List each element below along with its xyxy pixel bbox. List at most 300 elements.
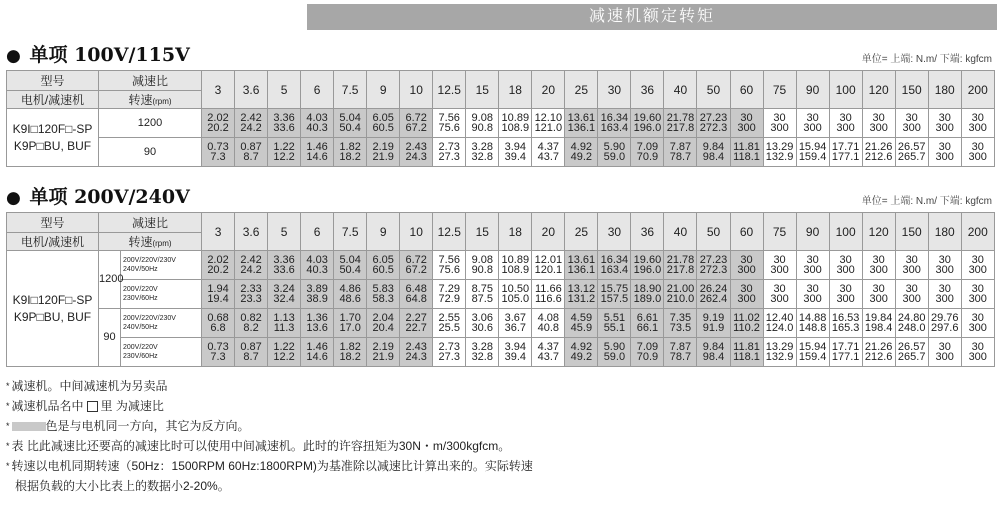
torque-cell [796, 280, 829, 309]
torque-cell [697, 280, 730, 309]
torque-cell [631, 109, 664, 138]
torque-kgfcm: 212.6 [864, 351, 893, 363]
torque-kgfcm: 300 [770, 293, 789, 305]
torque-cell [367, 109, 400, 138]
ratio-header: 15 [466, 71, 499, 109]
torque-cell [202, 251, 235, 280]
torque-kgfcm: 70.9 [636, 151, 659, 163]
section2-title-text: 单项 200V/240V [29, 186, 190, 208]
torque-kgfcm: 11.3 [273, 322, 295, 334]
torque-cell [433, 251, 466, 280]
section2-units: 单位= 上端: N.m/ 下端: kgfcm [861, 196, 992, 207]
ratio-header: 50 [697, 213, 730, 251]
torque-nm: 30 [938, 112, 951, 124]
torque-nm: 17.71 [831, 141, 860, 153]
torque-kgfcm: 50.4 [339, 122, 361, 134]
torque-cell [796, 338, 829, 367]
torque-cell [466, 338, 499, 367]
torque-nm: 7.56 [438, 112, 460, 124]
torque-kgfcm: 300 [737, 122, 756, 134]
torque-kgfcm: 25.5 [438, 322, 460, 334]
torque-kgfcm: 262.4 [699, 293, 728, 305]
torque-cell [631, 280, 664, 309]
torque-nm: 2.19 [372, 141, 394, 153]
torque-cell [565, 109, 598, 138]
torque-nm: 7.35 [669, 312, 692, 324]
torque-nm: 30 [905, 254, 918, 266]
note-1: * 减速机。中间减速机为另卖品 [6, 379, 168, 393]
torque-cell [334, 338, 367, 367]
torque-cell [268, 338, 301, 367]
torque-cell [763, 109, 796, 138]
torque-cell [829, 338, 862, 367]
torque-nm: 30 [971, 254, 984, 266]
torque-nm: 18.90 [633, 283, 662, 295]
model-line-2: K9P□BU, BUF [13, 138, 92, 153]
torque-cell [235, 338, 268, 367]
torque-cell [268, 251, 301, 280]
torque-nm: 30 [740, 112, 753, 124]
torque-kgfcm: 17.0 [339, 322, 361, 334]
torque-cell [862, 309, 895, 338]
torque-nm: 9.08 [471, 112, 493, 124]
table-row [7, 338, 995, 367]
torque-kgfcm: 24.2 [240, 122, 262, 134]
torque-cell [598, 309, 631, 338]
header-model: 型号 [7, 213, 99, 233]
torque-nm: 3.36 [273, 112, 295, 124]
torque-nm: 0.73 [207, 141, 229, 153]
torque-nm: 13.61 [567, 254, 596, 266]
torque-nm: 3.06 [471, 312, 493, 324]
torque-nm: 4.86 [339, 283, 361, 295]
torque-kgfcm: 14.6 [306, 351, 328, 363]
torque-cell [565, 251, 598, 280]
torque-nm: 9.84 [702, 141, 725, 153]
torque-cell [532, 309, 565, 338]
torque-kgfcm: 136.1 [567, 122, 596, 134]
voltage-line-2: 230V/60Hz [123, 295, 158, 302]
torque-cell [301, 338, 334, 367]
torque-nm: 2.04 [372, 312, 394, 324]
torque-kgfcm: 198.4 [864, 322, 893, 334]
torque-kgfcm: 165.3 [831, 322, 860, 334]
header-motor: 电机/减速机 [7, 91, 99, 109]
torque-nm: 10.89 [501, 112, 530, 124]
torque-nm: 3.67 [504, 312, 527, 324]
torque-nm: 30 [938, 141, 951, 153]
model-line-1: K9I□120F□-SP [12, 121, 93, 136]
torque-cell [928, 138, 961, 167]
speed-cell: 1200 [99, 109, 202, 138]
torque-kgfcm: 300 [770, 122, 789, 134]
torque-kgfcm: 27.3 [438, 351, 460, 363]
torque-kgfcm: 124.0 [765, 322, 794, 334]
torque-kgfcm: 70.9 [636, 351, 659, 363]
torque-kgfcm: 300 [770, 264, 789, 276]
torque-kgfcm: 217.8 [666, 122, 695, 134]
torque-cell [433, 138, 466, 167]
torque-cell [235, 280, 268, 309]
torque-cell [532, 109, 565, 138]
torque-nm: 30 [839, 283, 852, 295]
torque-kgfcm: 196.0 [633, 264, 662, 276]
torque-kgfcm: 300 [836, 264, 855, 276]
torque-cell [532, 251, 565, 280]
torque-kgfcm: 300 [836, 122, 855, 134]
torque-cell [862, 109, 895, 138]
torque-nm: 5.83 [372, 283, 394, 295]
torque-kgfcm: 27.3 [438, 151, 460, 163]
torque-cell [400, 138, 433, 167]
note-4-text: 表 比此减速比还要高的减速比时可以使用中间减速机。此时的许容扭矩为30N・m/300kgfcm。 [11, 439, 511, 453]
torque-kgfcm: 59.0 [603, 351, 626, 363]
torque-kgfcm: 75.6 [438, 122, 460, 134]
torque-cell [928, 109, 961, 138]
torque-kgfcm: 12.2 [273, 351, 295, 363]
torque-kgfcm: 118.1 [733, 151, 760, 163]
note-2a-text: 减速机品名中 [11, 399, 84, 413]
note-5: * 转速以电机同期转速（50Hz：1500RPM 60Hz:1800RPM)为基准除以减速比计算出来的。实际转速 [6, 459, 533, 473]
torque-cell [895, 138, 928, 167]
torque-kgfcm: 210.0 [666, 293, 695, 305]
torque-nm: 6.72 [405, 112, 427, 124]
torque-kgfcm: 272.3 [699, 264, 728, 276]
torque-kgfcm: 177.1 [831, 151, 860, 163]
voltage-line-2: 230V/60Hz [123, 353, 158, 360]
torque-kgfcm: 300 [935, 293, 954, 305]
torque-cell [466, 251, 499, 280]
torque-nm: 15.75 [600, 283, 629, 295]
torque-cell [961, 309, 994, 338]
ratio-header: 12.5 [433, 71, 466, 109]
torque-kgfcm: 189.0 [633, 293, 662, 305]
torque-nm: 12.10 [534, 112, 563, 124]
torque-cell [598, 109, 631, 138]
torque-nm: 5.90 [603, 141, 626, 153]
ratio-header: 40 [664, 71, 697, 109]
ratio-header: 6 [301, 71, 334, 109]
torque-nm: 0.87 [240, 341, 262, 353]
torque-nm: 0.73 [207, 341, 229, 353]
torque-cell [631, 309, 664, 338]
torque-kgfcm: 300 [836, 293, 855, 305]
torque-nm: 5.90 [603, 341, 626, 353]
torque-nm: 15.94 [798, 141, 827, 153]
torque-nm: 0.68 [207, 312, 229, 324]
torque-kgfcm: 108.9 [501, 264, 530, 276]
torque-nm: 2.02 [207, 254, 229, 266]
table-row [7, 280, 995, 309]
torque-nm: 30 [872, 283, 885, 295]
torque-kgfcm: 300 [803, 293, 822, 305]
torque-nm: 2.33 [240, 283, 262, 295]
ratio-header: 7.5 [334, 71, 367, 109]
torque-nm: 30 [971, 283, 984, 295]
bullet-icon: ● [6, 46, 21, 66]
table-row [7, 309, 995, 338]
torque-kgfcm: 136.1 [567, 264, 596, 276]
torque-nm: 7.56 [438, 254, 460, 266]
torque-kgfcm: 132.9 [765, 151, 794, 163]
torque-kgfcm: 75.6 [438, 264, 460, 276]
model-cell [7, 109, 99, 167]
note-1-text: 减速机。中间减速机为另卖品 [11, 379, 168, 393]
torque-nm: 4.92 [570, 141, 593, 153]
torque-cell [433, 309, 466, 338]
torque-nm: 5.04 [339, 254, 361, 266]
torque-cell [664, 251, 697, 280]
torque-kgfcm: 21.9 [372, 351, 394, 363]
model-cell [7, 251, 99, 367]
header-motor: 电机/减速机 [7, 233, 99, 251]
torque-kgfcm: 48.6 [339, 293, 361, 305]
ratio-header: 25 [565, 213, 598, 251]
torque-nm: 21.78 [666, 254, 695, 266]
torque-nm: 11.81 [733, 141, 760, 153]
torque-cell [202, 138, 235, 167]
ratio-header: 50 [697, 71, 730, 109]
torque-nm: 17.71 [831, 341, 860, 353]
torque-kgfcm: 24.3 [405, 151, 427, 163]
torque-nm: 1.22 [273, 141, 295, 153]
torque-cell [862, 280, 895, 309]
torque-nm: 1.94 [207, 283, 229, 295]
voltage-line-2: 240V/50Hz [123, 324, 158, 331]
gray-swatch-icon [12, 422, 46, 431]
torque-cell [730, 109, 763, 138]
torque-cell [829, 138, 862, 167]
torque-kgfcm: 98.4 [702, 351, 725, 363]
torque-nm: 1.82 [339, 341, 361, 353]
torque-kgfcm: 300 [968, 293, 987, 305]
torque-kgfcm: 40.8 [537, 322, 560, 334]
torque-cell [928, 309, 961, 338]
torque-nm: 30 [971, 312, 984, 324]
torque-kgfcm: 36.7 [504, 322, 527, 334]
torque-kgfcm: 18.2 [339, 351, 361, 363]
torque-nm: 3.36 [273, 254, 295, 266]
section1-title [6, 40, 190, 67]
torque-cell [268, 138, 301, 167]
torque-nm: 2.73 [438, 341, 460, 353]
torque-nm: 9.08 [471, 254, 493, 266]
note-3-text: 色是与电机同一方向，其它为反方向。 [45, 419, 250, 433]
torque-cell [829, 309, 862, 338]
torque-cell [433, 338, 466, 367]
torque-nm: 1.22 [273, 341, 295, 353]
ratio-header: 75 [763, 71, 796, 109]
box-symbol-icon [87, 401, 98, 412]
torque-nm: 3.24 [273, 283, 295, 295]
torque-kgfcm: 39.4 [504, 351, 527, 363]
torque-nm: 21.26 [864, 141, 893, 153]
torque-cell [301, 138, 334, 167]
torque-cell [796, 138, 829, 167]
torque-cell [235, 138, 268, 167]
torque-cell [499, 109, 532, 138]
torque-kgfcm: 163.4 [600, 122, 629, 134]
torque-nm: 24.80 [897, 312, 926, 324]
torque-kgfcm: 73.5 [669, 322, 692, 334]
torque-nm: 1.46 [306, 141, 328, 153]
torque-nm: 5.51 [603, 312, 626, 324]
torque-nm: 3.28 [471, 341, 493, 353]
torque-cell [301, 109, 334, 138]
torque-cell [829, 251, 862, 280]
torque-nm: 30 [971, 141, 984, 153]
torque-kgfcm: 40.3 [306, 122, 328, 134]
torque-nm: 13.61 [567, 112, 596, 124]
torque-kgfcm: 21.9 [372, 151, 394, 163]
torque-cell [532, 280, 565, 309]
header-row [7, 71, 995, 91]
torque-nm: 10.89 [501, 254, 530, 266]
header-ratio: 减速比 [99, 213, 202, 233]
torque-nm: 15.94 [798, 341, 827, 353]
note-6-text: 根据负载的大小比表上的数据小2-20%。 [15, 479, 230, 493]
ratio-header: 5 [268, 71, 301, 109]
torque-nm: 19.60 [633, 112, 662, 124]
torque-kgfcm: 78.7 [669, 351, 692, 363]
torque-kgfcm: 159.4 [798, 151, 827, 163]
torque-cell [697, 309, 730, 338]
torque-cell [961, 280, 994, 309]
header-speed [99, 91, 202, 109]
torque-cell [433, 109, 466, 138]
ratio-header: 150 [895, 71, 928, 109]
torque-nm: 30 [806, 112, 819, 124]
torque-nm: 30 [938, 283, 951, 295]
torque-kgfcm: 24.2 [240, 264, 262, 276]
ratio-header: 40 [664, 213, 697, 251]
torque-nm: 13.29 [765, 341, 794, 353]
torque-nm: 21.00 [666, 283, 695, 295]
torque-nm: 6.61 [636, 312, 659, 324]
torque-nm: 2.73 [438, 141, 460, 153]
torque-cell [763, 251, 796, 280]
torque-kgfcm: 67.2 [405, 264, 427, 276]
torque-cell [598, 251, 631, 280]
torque-cell [895, 280, 928, 309]
torque-nm: 26.24 [699, 283, 728, 295]
torque-kgfcm: 108.9 [501, 122, 530, 134]
torque-nm: 1.46 [306, 341, 328, 353]
torque-kgfcm: 55.1 [603, 322, 626, 334]
ratio-header: 20 [532, 213, 565, 251]
torque-kgfcm: 120.1 [534, 264, 563, 276]
torque-nm: 30 [806, 283, 819, 295]
torque-kgfcm: 59.0 [603, 151, 626, 163]
table-row [7, 109, 995, 138]
torque-nm: 3.28 [471, 141, 493, 153]
torque-kgfcm: 105.0 [501, 293, 530, 305]
torque-nm: 12.01 [534, 254, 563, 266]
torque-nm: 30 [938, 341, 951, 353]
torque-cell [631, 138, 664, 167]
torque-kgfcm: 33.6 [273, 264, 295, 276]
torque-nm: 16.53 [831, 312, 860, 324]
table-row [7, 138, 995, 167]
torque-cell [697, 338, 730, 367]
torque-kgfcm: 159.4 [798, 351, 827, 363]
torque-table-100v [6, 70, 995, 167]
ratio-header: 100 [829, 71, 862, 109]
torque-cell [763, 138, 796, 167]
torque-cell [499, 280, 532, 309]
torque-nm: 19.60 [633, 254, 662, 266]
torque-cell [466, 309, 499, 338]
torque-cell [730, 338, 763, 367]
torque-nm: 13.12 [567, 283, 596, 295]
torque-kgfcm: 64.8 [405, 293, 427, 305]
torque-nm: 4.92 [570, 341, 593, 353]
torque-kgfcm: 90.8 [471, 122, 493, 134]
torque-kgfcm: 300 [968, 151, 987, 163]
voltage-cell [121, 309, 202, 338]
torque-kgfcm: 272.3 [699, 122, 728, 134]
torque-kgfcm: 300 [737, 293, 756, 305]
torque-nm: 7.29 [438, 283, 460, 295]
torque-kgfcm: 300 [935, 151, 954, 163]
torque-nm: 4.03 [306, 254, 328, 266]
torque-kgfcm: 131.2 [567, 293, 596, 305]
torque-cell [235, 251, 268, 280]
torque-cell [367, 338, 400, 367]
torque-kgfcm: 43.7 [537, 351, 560, 363]
torque-cell [796, 309, 829, 338]
note-4: * 表 比此减速比还要高的减速比时可以使用中间减速机。此时的许容扭矩为30N・m/300kgfcm。 [6, 439, 511, 453]
ratio-header: 9 [367, 71, 400, 109]
torque-kgfcm: 300 [869, 122, 888, 134]
torque-kgfcm: 300 [902, 293, 921, 305]
torque-kgfcm: 300 [935, 264, 954, 276]
torque-cell [334, 251, 367, 280]
model-line-2: K9P□BU, BUF [13, 309, 92, 324]
ratio-header: 3.6 [235, 213, 268, 251]
torque-cell [829, 109, 862, 138]
torque-cell [433, 280, 466, 309]
header-rpm-label: (rpm) [152, 238, 172, 248]
torque-kgfcm: 78.7 [669, 151, 692, 163]
torque-nm: 26.57 [897, 141, 926, 153]
model-line-1: K9I□120F□-SP [12, 292, 93, 307]
torque-kgfcm: 50.4 [339, 264, 361, 276]
torque-cell [763, 338, 796, 367]
ratio-header: 200 [961, 71, 994, 109]
voltage-line-1: 200V/220V [123, 344, 158, 351]
torque-kgfcm: 58.3 [372, 293, 394, 305]
torque-kgfcm: 66.1 [636, 322, 659, 334]
torque-nm: 16.34 [600, 112, 629, 124]
torque-nm: 9.19 [702, 312, 725, 324]
torque-kgfcm: 157.5 [600, 293, 629, 305]
torque-kgfcm: 32.4 [273, 293, 295, 305]
torque-table-200v [6, 212, 995, 367]
torque-nm: 0.82 [240, 312, 262, 324]
torque-cell [301, 251, 334, 280]
torque-nm: 4.59 [570, 312, 593, 324]
torque-cell [928, 338, 961, 367]
torque-nm: 1.36 [306, 312, 328, 324]
torque-cell [796, 109, 829, 138]
torque-kgfcm: 24.3 [405, 351, 427, 363]
ratio-header: 9 [367, 213, 400, 251]
page-banner: 减速机额定转矩 [307, 4, 997, 30]
torque-cell [664, 338, 697, 367]
torque-nm: 3.94 [504, 141, 526, 153]
torque-kgfcm: 19.4 [207, 293, 229, 305]
